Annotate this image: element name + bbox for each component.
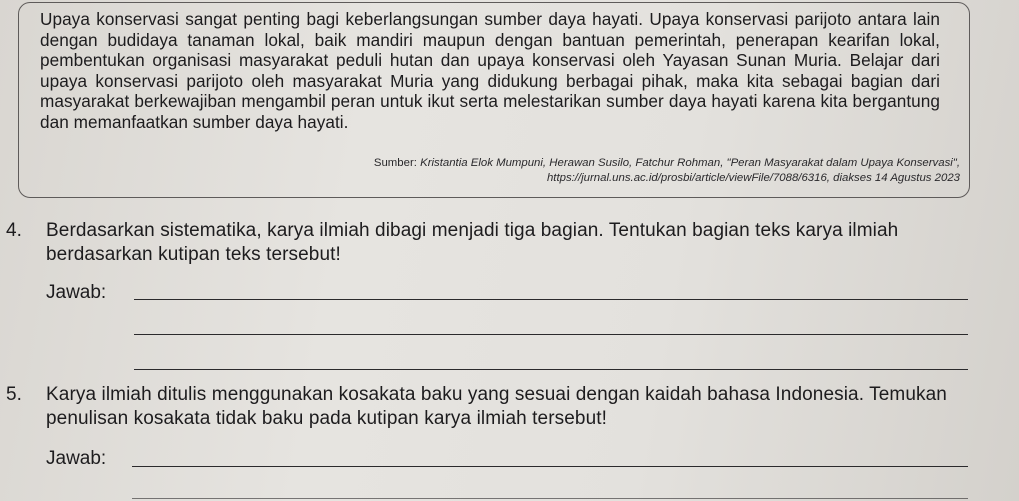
answer-line-5-1[interactable] [132, 466, 968, 467]
source-prefix: Sumber: [373, 157, 417, 169]
answer-line-4-2[interactable] [134, 334, 968, 335]
passage-source [308, 156, 960, 186]
answer-line-4-1[interactable] [134, 299, 968, 300]
answer-line-5-2[interactable] [132, 498, 968, 499]
answer-label-5: Jawab: [46, 448, 107, 469]
passage-text: Upaya konservasi sangat penting bagi keberlangsungan sumber daya hayati. Upaya konservasi parijoto antara lain dengan budidaya tanaman lokal, baik mandiri maupun dengan bantuan pemerintah, penerapan kearifan lokal, pembentukan organisasi masyarakat peduli hutan dan upaya konservasi oleh Yayasan Sunan Muria. Belajar dari upaya konservasi parijoto oleh masyarakat Muria yang didukung berbagai pihak, maka kita sebagai bagian dari masyarakat berkewajiban mengambil peran untuk ikut serta melestarikan sumber daya hayati karena kita bergantung dan memanfaatkan sumber daya hayati. [40, 9, 940, 132]
question-number: 5. [6, 384, 23, 405]
source-citation: Kristantia Elok Mumpuni, Herawan Susilo, Fatchur Rohman, "Peran Masyarakat dalam Upaya Konservasi", https://jurnal.uns.ac.id/prosbi/article/viewFile/7088/6316, diakses 14 Agustus 2023 [420, 157, 960, 184]
question-text: Berdasarkan sistematika, karya ilmiah dibagi menjadi tiga bagian. Tentukan bagian teks karya ilmiah berdasarkan kutipan teks tersebut! [46, 220, 899, 265]
question-number: 4. [6, 220, 23, 241]
question-text: Karya ilmiah ditulis menggunakan kosakata baku yang sesuai dengan kaidah bahasa Indonesia. Temukan penulisan kosakata tidak baku pada kutipan karya ilmiah tersebut! [46, 384, 947, 429]
answer-label-4: Jawab: [46, 282, 107, 303]
answer-line-4-3[interactable] [134, 369, 968, 370]
